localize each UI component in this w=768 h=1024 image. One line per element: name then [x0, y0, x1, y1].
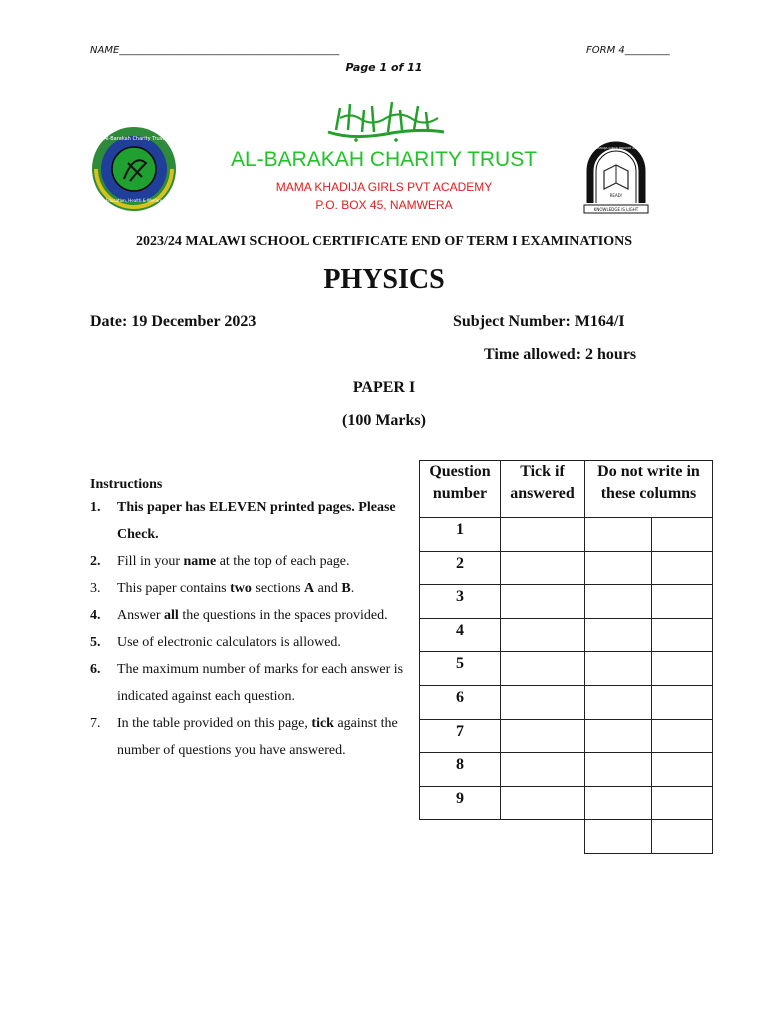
- header-question-number: Question number: [419, 460, 501, 518]
- header-tick-if-answered: Tick if answered: [500, 460, 585, 518]
- exam-date: Date: 19 December 2023: [90, 313, 257, 330]
- tick-cell: [500, 786, 585, 821]
- examiner-cell: [651, 752, 713, 787]
- examiner-cell: [651, 517, 713, 552]
- page-number: Page 1 of 11: [345, 61, 423, 74]
- examiner-cell: [651, 551, 713, 586]
- examiner-cell: [584, 618, 652, 653]
- question-number-cell: 1: [419, 517, 501, 552]
- examiner-cell: [584, 752, 652, 787]
- svg-text:Education, Health & Welfare: Education, Health & Welfare: [105, 198, 163, 203]
- instruction-number: 5.: [90, 635, 101, 650]
- tick-cell: [500, 685, 585, 720]
- instructions-title: Instructions: [90, 477, 163, 492]
- instruction-text: Use of electronic calculators is allowed.: [117, 635, 341, 650]
- examiner-cell: [651, 719, 713, 754]
- form-line: FORM 4_________: [586, 45, 670, 56]
- bismillah-calligraphy: [322, 96, 450, 144]
- tick-cell: [500, 517, 585, 552]
- instruction-item: [90, 629, 410, 656]
- examiner-cell: [584, 651, 652, 686]
- instruction-text: Answer all the questions in the spaces provided.: [117, 608, 388, 623]
- instruction-number: 7.: [90, 716, 101, 731]
- question-number-cell: 8: [419, 752, 501, 787]
- tick-cell: [500, 584, 585, 619]
- instructions-list: [90, 494, 410, 764]
- examiner-total-cell: [651, 819, 713, 854]
- instruction-text: The maximum number of marks for each answer is indicated against each question.: [117, 662, 404, 704]
- examiner-cell: [584, 551, 652, 586]
- paper-label: PAPER I: [352, 379, 416, 396]
- svg-text:READ!: READ!: [609, 193, 623, 198]
- name-line: NAME____________________________________________: [90, 45, 340, 56]
- instruction-item: [90, 656, 410, 710]
- examiner-cell: [584, 786, 652, 821]
- tick-cell: [500, 719, 585, 754]
- instruction-number: 2.: [90, 554, 101, 569]
- header-do-not-write: Do not write in these columns: [584, 460, 713, 518]
- trust-name: AL-BARAKAH CHARITY TRUST: [230, 148, 538, 171]
- instruction-number: 1.: [90, 500, 101, 515]
- instruction-item: [90, 494, 410, 548]
- question-number-cell: 2: [419, 551, 501, 586]
- instruction-item: [90, 710, 410, 764]
- school-name: MAMA KHADIJA GIRLS PVT ACADEMY: [275, 180, 493, 194]
- question-number-cell: 4: [419, 618, 501, 653]
- examiner-cell: [584, 719, 652, 754]
- subject-number: Subject Number: M164/I: [453, 313, 625, 330]
- question-number-cell: 9: [419, 786, 501, 821]
- tick-cell: [500, 651, 585, 686]
- school-address: P.O. BOX 45, NAMWERA: [315, 198, 453, 212]
- tick-cell: [500, 551, 585, 586]
- instruction-text: In the table provided on this page, tick against the number of questions you have answered.: [117, 716, 398, 758]
- examiner-cell: [584, 584, 652, 619]
- instruction-text: Fill in your name at the top of each page.: [117, 554, 350, 569]
- examiner-cell: [651, 685, 713, 720]
- examiner-cell: [651, 618, 713, 653]
- question-number-cell: 6: [419, 685, 501, 720]
- tick-cell: [500, 618, 585, 653]
- total-marks: (100 Marks): [342, 412, 426, 429]
- instruction-item: [90, 602, 410, 629]
- question-number-cell: 5: [419, 651, 501, 686]
- question-number-cell: 3: [419, 584, 501, 619]
- examiner-cell: [651, 651, 713, 686]
- question-number-cell: 7: [419, 719, 501, 754]
- examiner-total-cell: [584, 819, 652, 854]
- subject-title: PHYSICS: [323, 264, 445, 295]
- time-allowed: Time allowed: 2 hours: [484, 346, 637, 363]
- instruction-text: This paper has ELEVEN printed pages. Please Check.: [117, 500, 396, 542]
- instruction-number: 4.: [90, 608, 101, 623]
- instruction-item: [90, 575, 410, 602]
- examiner-cell: [584, 685, 652, 720]
- instruction-text: This paper contains two sections A and B.: [117, 581, 355, 596]
- instruction-number: 6.: [90, 662, 101, 677]
- tick-cell: [500, 752, 585, 787]
- examiner-cell: [584, 517, 652, 552]
- exam-title: 2023/24 MALAWI SCHOOL CERTIFICATE END OF TERM I EXAMINATIONS: [135, 234, 633, 249]
- svg-text:MAMA KHADIJA GIRLS' PRIVATE AC: MAMA KHADIJA GIRLS' PRIVATE ACADEMY: [584, 146, 648, 150]
- instruction-number: 3.: [90, 581, 101, 596]
- examiner-cell: [651, 584, 713, 619]
- examiner-cell: [651, 786, 713, 821]
- svg-text:Al-Barakah Charity Trust: Al-Barakah Charity Trust: [103, 136, 165, 142]
- svg-text:KNOWLEDGE IS LIGHT: KNOWLEDGE IS LIGHT: [593, 207, 639, 212]
- instruction-item: [90, 548, 410, 575]
